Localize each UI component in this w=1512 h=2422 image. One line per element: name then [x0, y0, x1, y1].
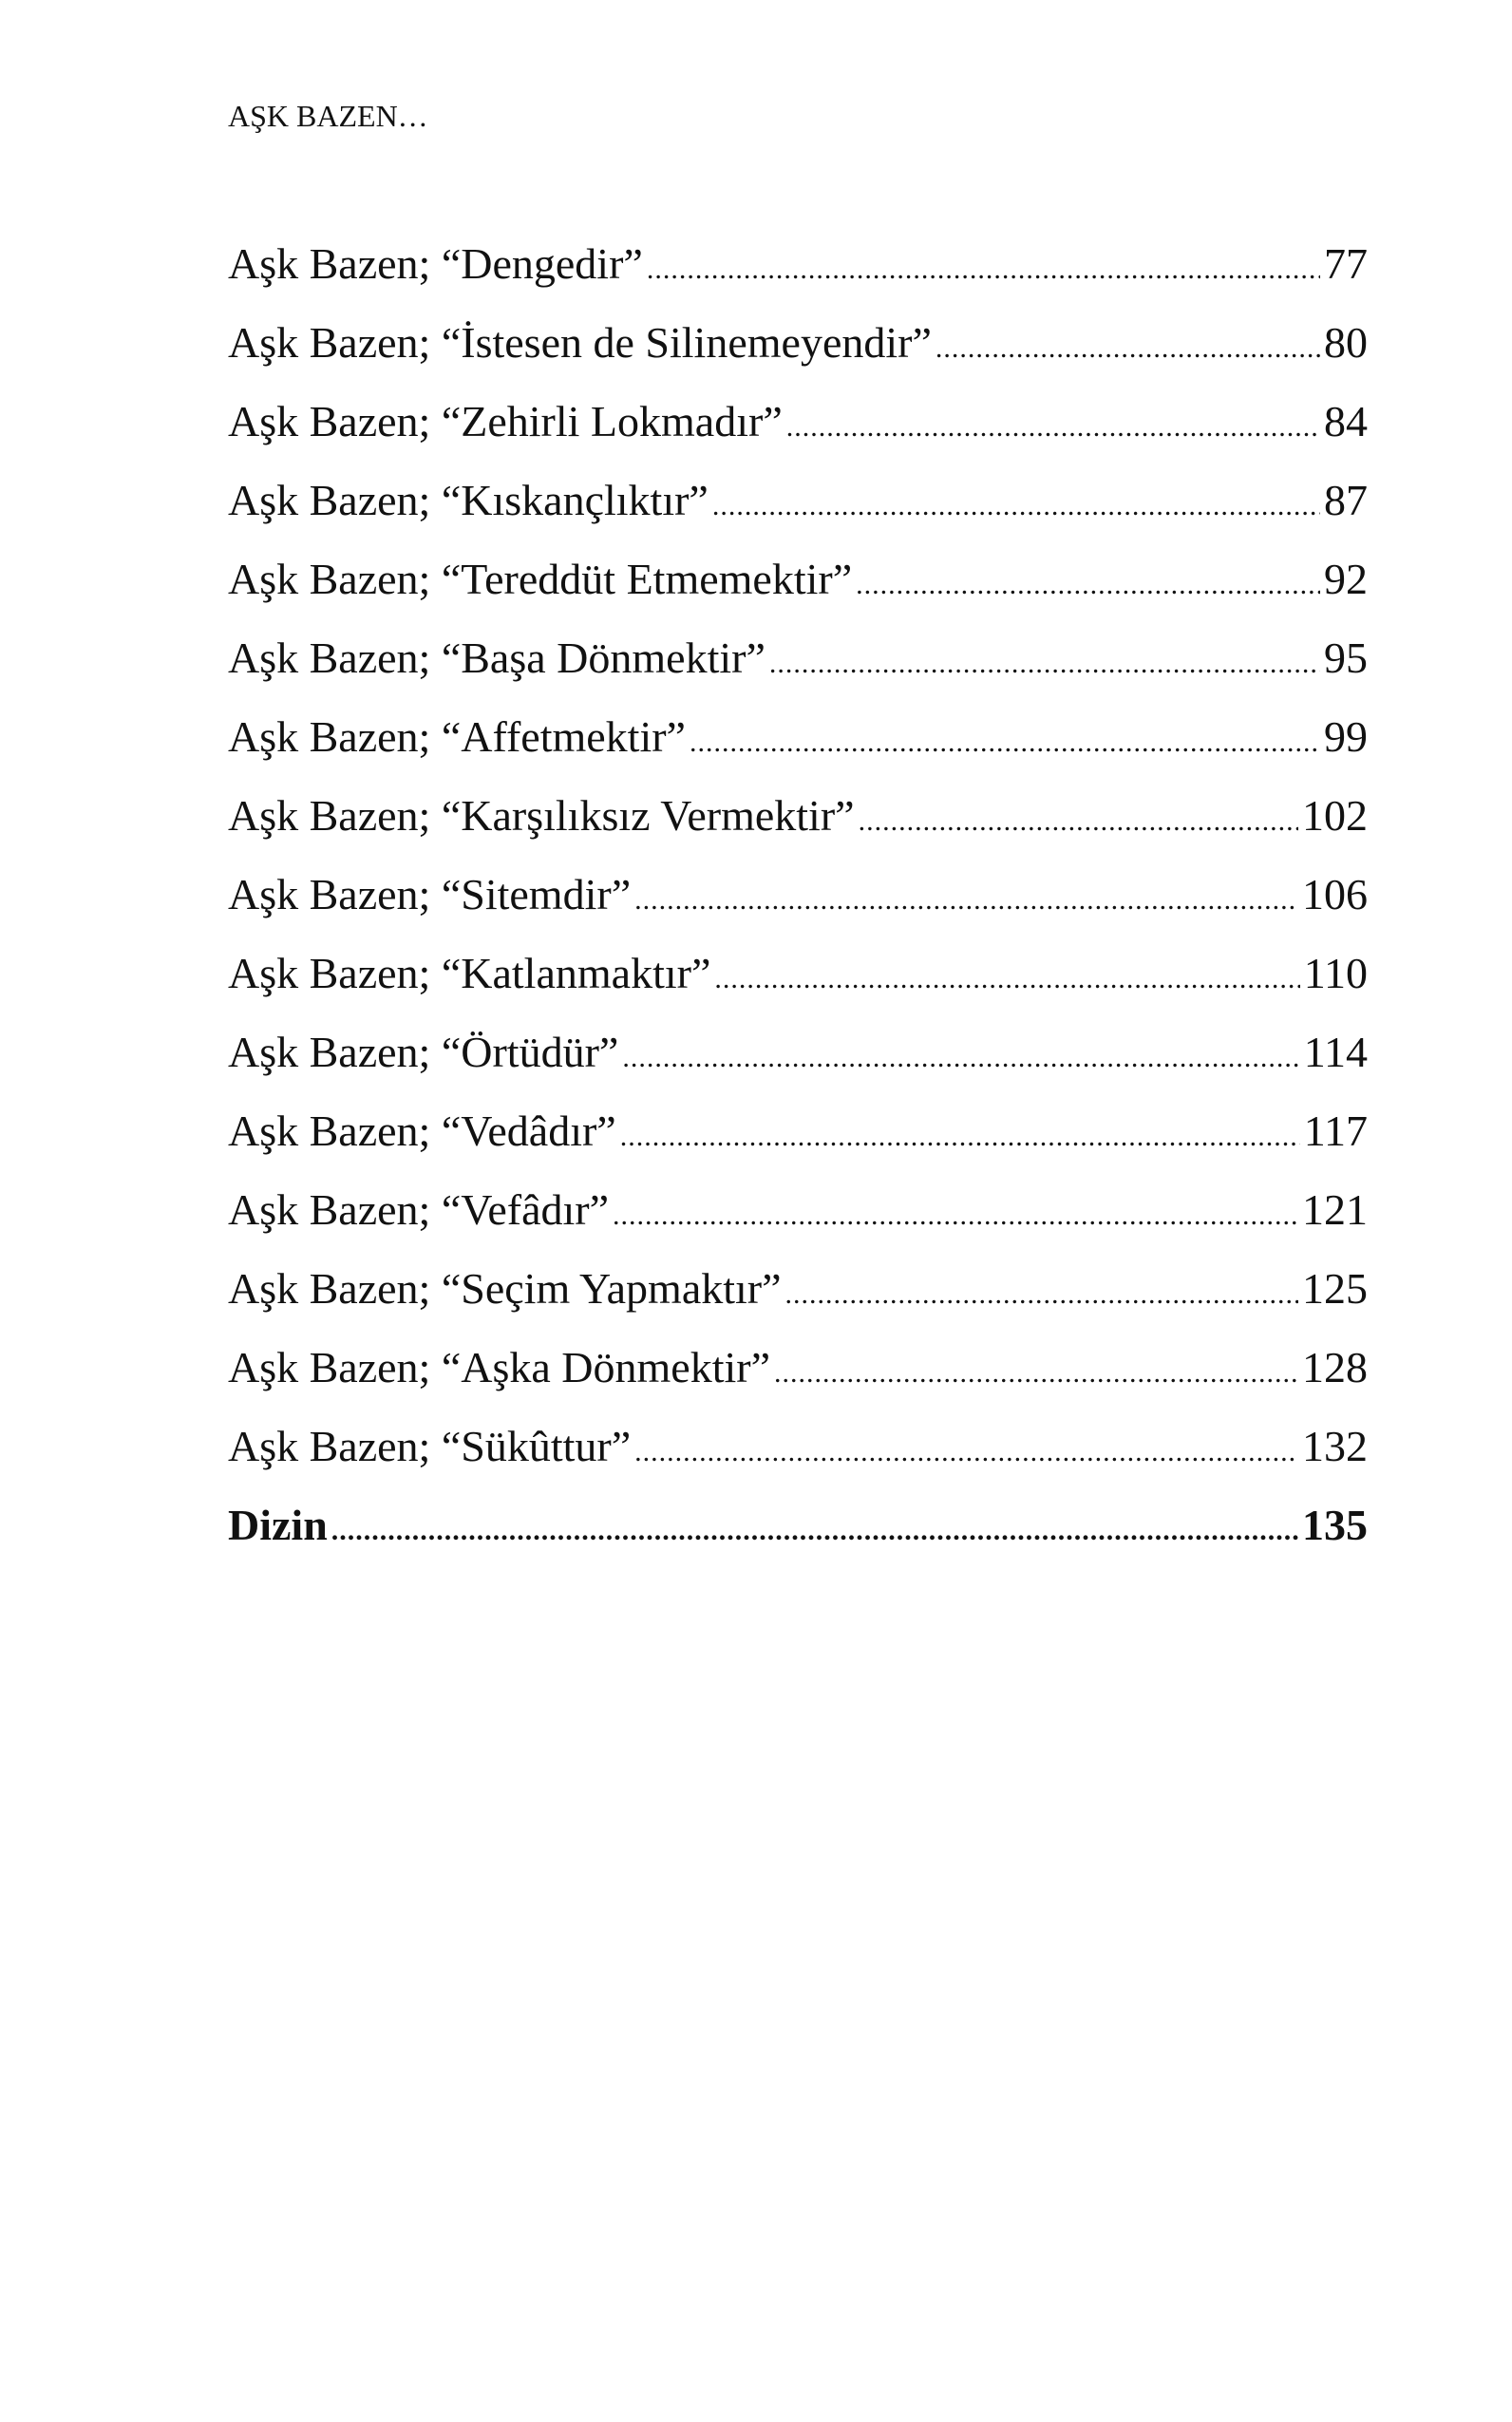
toc-entry	[228, 1182, 1368, 1260]
dot-leader	[859, 793, 1298, 850]
dot-leader	[712, 478, 1320, 535]
toc-entry	[228, 314, 1368, 393]
toc-entry	[228, 945, 1368, 1024]
toc-entry-page: 80	[1324, 318, 1368, 367]
dot-leader	[634, 872, 1298, 929]
running-header: AŞK BAZEN…	[228, 99, 428, 133]
toc-entry-page: 125	[1302, 1264, 1368, 1313]
toc-index-entry	[228, 1497, 1368, 1576]
toc-entry-page: 132	[1302, 1422, 1368, 1470]
toc-entry	[228, 551, 1368, 630]
toc-entry-title: Aşk Bazen; “Katlanmaktır”	[228, 949, 711, 997]
toc-entry-page: 106	[1302, 870, 1368, 918]
toc-entry-page: 102	[1302, 791, 1368, 840]
dot-leader	[774, 1345, 1298, 1402]
toc-entry-page: 92	[1324, 555, 1368, 603]
toc-entry-title: Aşk Bazen; “Başa Dönmektir”	[228, 634, 765, 682]
dot-leader	[769, 635, 1320, 692]
toc-entry	[228, 866, 1368, 945]
toc-entry-title: Aşk Bazen; “Örtüdür”	[228, 1028, 619, 1076]
dot-leader	[634, 1424, 1298, 1481]
table-of-contents	[228, 236, 1368, 1576]
toc-entry	[228, 1418, 1368, 1497]
toc-entry	[228, 1103, 1368, 1182]
toc-entry-page: 99	[1324, 712, 1368, 761]
dot-leader	[613, 1187, 1298, 1244]
toc-entry-title: Dizin	[228, 1501, 328, 1549]
toc-entry-title: Aşk Bazen; “Dengedir”	[228, 239, 643, 288]
toc-entry-title: Aşk Bazen; “İstesen de Silinemeyendir”	[228, 318, 932, 367]
toc-entry-title: Aşk Bazen; “Tereddüt Etmemektir”	[228, 555, 853, 603]
toc-entry-title: Aşk Bazen; “Affetmektir”	[228, 712, 686, 761]
toc-entry-title: Aşk Bazen; “Vedâdır”	[228, 1107, 616, 1155]
toc-entry-page: 114	[1303, 1028, 1368, 1076]
toc-entry	[228, 630, 1368, 709]
dot-leader	[620, 1108, 1300, 1165]
dot-leader	[622, 1030, 1299, 1087]
toc-entry-page: 87	[1324, 476, 1368, 524]
toc-entry-title: Aşk Bazen; “Vefâdır”	[228, 1185, 610, 1234]
toc-entry-page: 117	[1303, 1107, 1368, 1155]
toc-entry-title: Aşk Bazen; “Sükûttur”	[228, 1422, 632, 1470]
toc-entry	[228, 472, 1368, 551]
toc-entry-page: 110	[1303, 949, 1368, 997]
toc-entry-page: 77	[1324, 239, 1368, 288]
toc-entry-title: Aşk Bazen; “Aşka Dönmektir”	[228, 1343, 771, 1391]
dot-leader	[856, 557, 1320, 614]
dot-leader	[690, 714, 1320, 771]
dot-leader	[331, 1503, 1298, 1560]
toc-entry-page: 84	[1324, 397, 1368, 445]
dot-leader	[786, 399, 1320, 456]
toc-entry-page: 121	[1302, 1185, 1368, 1234]
toc-entry-page: 135	[1302, 1501, 1368, 1549]
toc-entry-title: Aşk Bazen; “Zehirli Lokmadır”	[228, 397, 783, 445]
toc-entry-page: 95	[1324, 634, 1368, 682]
toc-entry	[228, 1339, 1368, 1418]
dot-leader	[785, 1266, 1298, 1323]
toc-entry	[228, 236, 1368, 314]
toc-entry-title: Aşk Bazen; “Karşılıksız Vermektir”	[228, 791, 855, 840]
dot-leader	[647, 241, 1320, 298]
toc-entry	[228, 1024, 1368, 1103]
dot-leader	[936, 320, 1320, 377]
toc-entry	[228, 1260, 1368, 1339]
toc-entry	[228, 393, 1368, 472]
toc-entry-title: Aşk Bazen; “Kıskançlıktır”	[228, 476, 709, 524]
dot-leader	[714, 951, 1299, 1008]
toc-entry-title: Aşk Bazen; “Sitemdir”	[228, 870, 632, 918]
toc-entry-title: Aşk Bazen; “Seçim Yapmaktır”	[228, 1264, 782, 1313]
toc-entry	[228, 709, 1368, 787]
toc-entry-page: 128	[1302, 1343, 1368, 1391]
toc-entry	[228, 787, 1368, 866]
